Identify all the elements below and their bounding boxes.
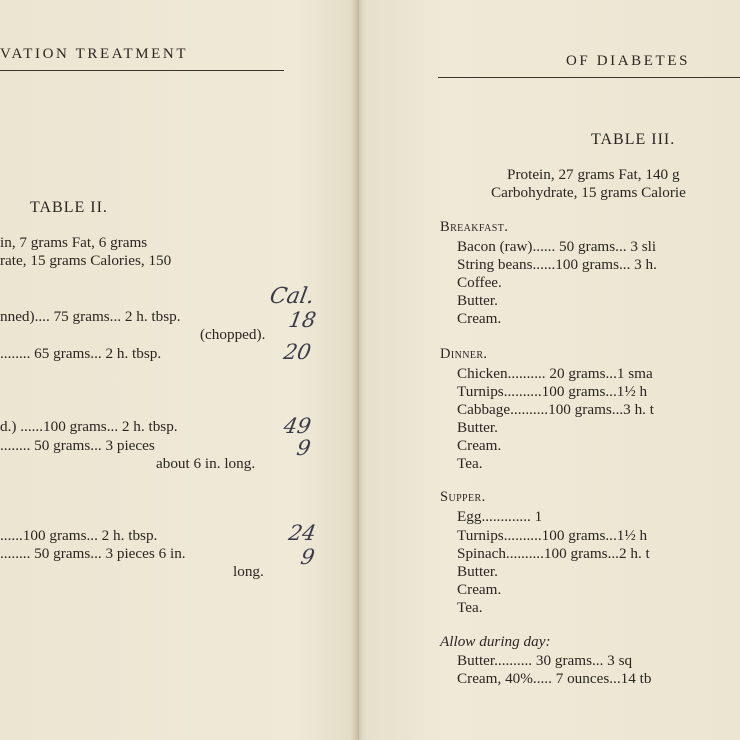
allow-item: Butter.......... 30 grams... 3 sq bbox=[457, 652, 633, 669]
book-fold bbox=[350, 0, 366, 740]
left-summary-line: in, 7 grams Fat, 6 grams bbox=[0, 234, 148, 251]
handwritten-annotation: Cal. bbox=[267, 284, 317, 309]
handwritten-annotation: 9 bbox=[294, 436, 313, 460]
left-header-rule bbox=[0, 70, 284, 71]
right-header-rule bbox=[438, 77, 740, 78]
left-row: ........ 50 grams... 3 pieces 6 in. bbox=[0, 545, 186, 562]
left-summary-line: rate, 15 grams Calories, 150 bbox=[0, 252, 172, 269]
meal-item: Turnips..........100 grams...1½ h bbox=[457, 383, 648, 400]
right-running-header: OF DIABETES bbox=[566, 53, 691, 69]
section-title-dinner: Dinner. bbox=[440, 346, 488, 362]
section-title-breakfast: Breakfast. bbox=[440, 219, 509, 235]
left-row: d.) ......100 grams... 2 h. tbsp. bbox=[0, 418, 178, 435]
section-title-supper: Supper. bbox=[440, 489, 486, 505]
right-table-title: TABLE III. bbox=[591, 131, 676, 148]
meal-item: String beans......100 grams... 3 h. bbox=[457, 256, 657, 273]
left-row: ........ 50 grams... 3 pieces bbox=[0, 437, 155, 454]
handwritten-annotation: 18 bbox=[286, 308, 318, 332]
meal-item: Chicken.......... 20 grams...1 sma bbox=[457, 365, 653, 382]
left-row: ........ 65 grams... 2 h. tbsp. bbox=[0, 345, 162, 362]
left-row: ......100 grams... 2 h. tbsp. bbox=[0, 527, 158, 544]
meal-item: Cabbage..........100 grams...3 h. t bbox=[457, 401, 654, 418]
meal-item: Spinach..........100 grams...2 h. t bbox=[457, 545, 650, 562]
meal-item: Bacon (raw)...... 50 grams... 3 sli bbox=[457, 238, 657, 255]
left-table-title: TABLE II. bbox=[30, 199, 108, 216]
allow-during-day-title: Allow during day: bbox=[440, 633, 551, 650]
meal-item: Turnips..........100 grams...1½ h bbox=[457, 527, 648, 544]
handwritten-annotation: 49 bbox=[281, 414, 313, 438]
left-row: long. bbox=[233, 563, 264, 580]
meal-item: Butter. bbox=[457, 419, 498, 436]
meal-item: Cream. bbox=[457, 437, 502, 454]
meal-item: Egg............. 1 bbox=[457, 508, 543, 525]
meal-item: Tea. bbox=[457, 455, 483, 472]
meal-item: Cream. bbox=[457, 581, 502, 598]
meal-item: Butter. bbox=[457, 563, 498, 580]
meal-item: Cream. bbox=[457, 310, 502, 327]
meal-item: Butter. bbox=[457, 292, 498, 309]
left-row: about 6 in. long. bbox=[156, 455, 256, 472]
left-row: nned).... 75 grams... 2 h. tbsp. bbox=[0, 308, 181, 325]
left-row: (chopped). bbox=[200, 326, 266, 343]
handwritten-annotation: 20 bbox=[281, 340, 313, 364]
meal-item: Coffee. bbox=[457, 274, 502, 291]
meal-item: Tea. bbox=[457, 599, 483, 616]
allow-item: Cream, 40%..... 7 ounces...14 tb bbox=[457, 670, 652, 687]
right-summary-line: Protein, 27 grams Fat, 140 g bbox=[507, 166, 680, 183]
handwritten-annotation: 24 bbox=[286, 521, 318, 545]
right-summary-line: Carbohydrate, 15 grams Calorie bbox=[491, 184, 686, 201]
left-running-header: VATION TREATMENT bbox=[0, 46, 189, 62]
handwritten-annotation: 9 bbox=[298, 545, 317, 569]
